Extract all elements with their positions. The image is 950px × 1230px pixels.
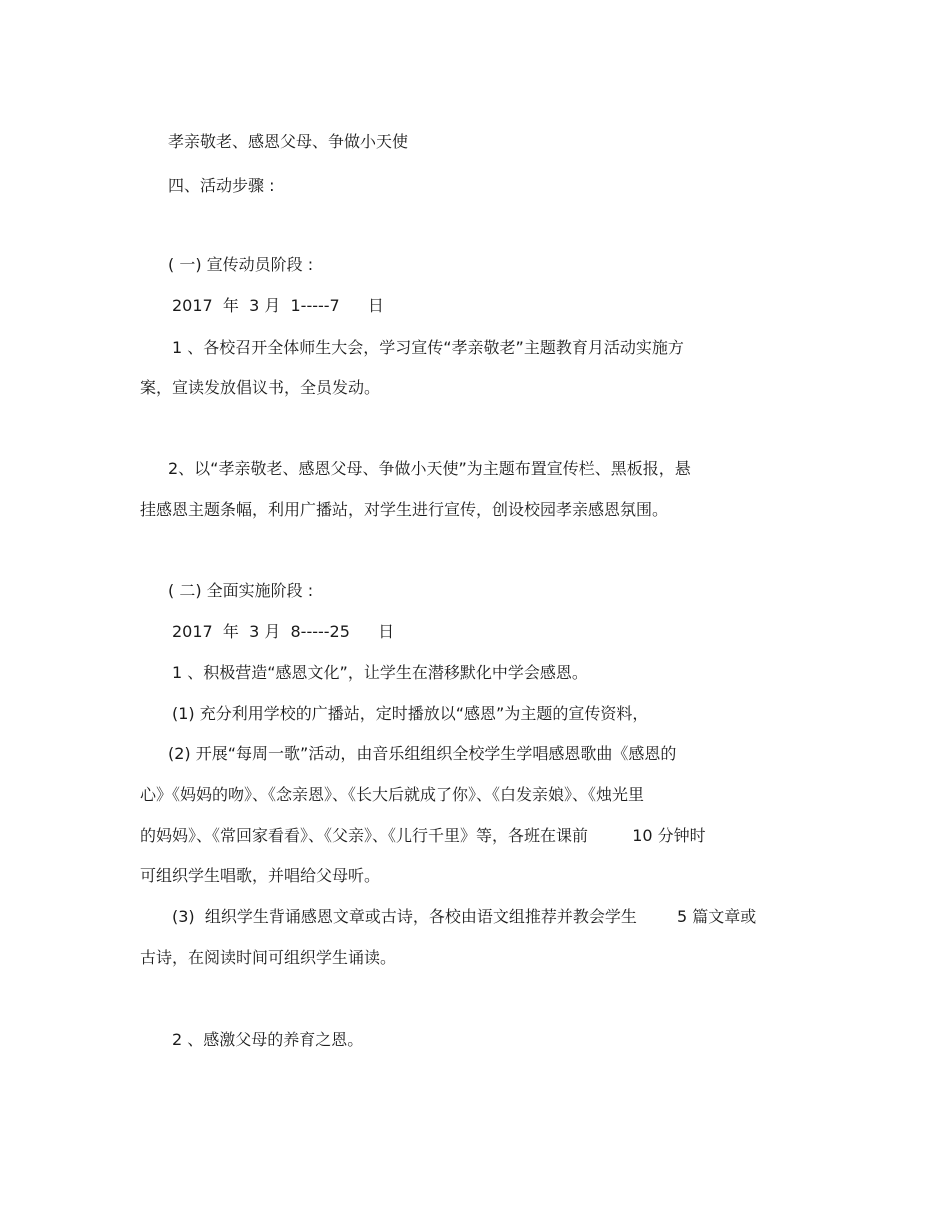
phase2-item1: 1 、积极营造“感恩文化”，让学生在潜移默化中学会感恩。 xyxy=(172,663,588,682)
phase2-date-suffix: 日 xyxy=(378,622,395,641)
phase1-date xyxy=(172,296,384,316)
section-heading: 四、活动步骤 : xyxy=(168,176,275,195)
phase1-item2-line2: 挂感恩主题条幅，利用广播站，对学生进行宣传，创设校园孝亲感恩氛围。 xyxy=(140,500,669,519)
phase2-sub3-line2: 古诗，在阅读时间可组织学生诵读。 xyxy=(140,948,397,967)
phase2-sub3-line1 xyxy=(172,907,756,927)
phase2-item2: 2 、感激父母的养育之恩。 xyxy=(172,1030,364,1049)
phase2-sub2-line1: (2) 开展“每周一歌”活动，由音乐组组织全校学生学唱感恩歌曲《感恩的 xyxy=(168,744,677,763)
phase1-date-range: 2017 年 3 月 1-----7 xyxy=(172,296,340,315)
phase2-date-range: 2017 年 3 月 8-----25 xyxy=(172,622,350,641)
phase2-date xyxy=(172,622,394,642)
phase2-sub2-line2: 心》《妈妈的吻》、《念亲恩》、《长大后就成了你》、《白发亲娘》、《烛光里 xyxy=(140,785,645,804)
phase2-heading: ( 二) 全面实施阶段 : xyxy=(168,581,314,600)
phase1-item2-line1: 2、以“孝亲敬老、感恩父母、争做小天使”为主题布置宣传栏、黑板报，悬 xyxy=(168,459,691,478)
phase1-date-suffix: 日 xyxy=(367,296,384,315)
phase2-sub1: (1) 充分利用学校的广播站，定时播放以“感恩”为主题的宣传资料， xyxy=(172,704,649,723)
phase2-sub2-line4: 可组织学生唱歌，并唱给父母听。 xyxy=(140,866,381,885)
phase1-item1-line2: 案，宣读发放倡议书，全员发动。 xyxy=(140,378,381,397)
phase2-sub2-line3-text: 的妈妈》、《常回家看看》、《父亲》、《儿行千里》等，各班在课前 xyxy=(140,826,589,845)
phase1-item1-line1: 1 、各校召开全体师生大会，学习宣传“孝亲敬老”主题教育月活动实施方 xyxy=(172,338,684,357)
theme-line: 孝亲敬老、感恩父母、争做小天使 xyxy=(168,132,409,151)
phase2-sub2-line3 xyxy=(140,826,706,846)
phase2-sub3-line1-count: 5 篇文章或 xyxy=(677,907,757,926)
phase2-sub2-line3-duration: 10 分钟时 xyxy=(632,826,706,845)
phase2-sub3-line1-text: (3) 组织学生背诵感恩文章或古诗，各校由语文组推荐并教会学生 xyxy=(172,907,637,926)
phase1-heading: ( 一) 宣传动员阶段 : xyxy=(168,255,314,274)
